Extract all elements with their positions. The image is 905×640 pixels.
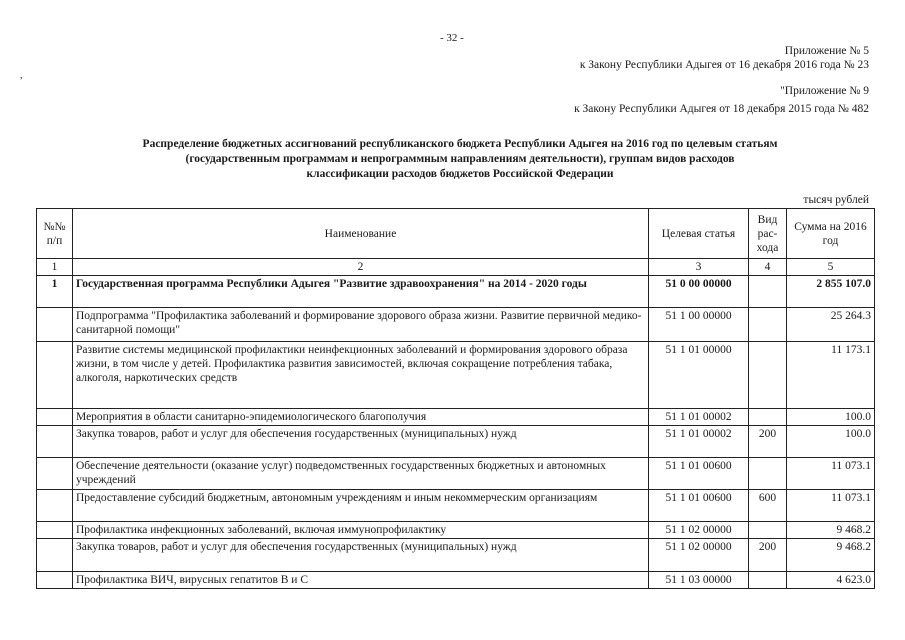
header-num: №№ п/п	[37, 209, 73, 259]
units-label: тысяч рублей	[803, 194, 869, 206]
scan-mark: ,	[20, 70, 23, 81]
row-target: 51 1 01 00002	[649, 409, 749, 426]
index-cell: 5	[787, 259, 875, 276]
row-num	[37, 426, 73, 458]
row-num	[37, 458, 73, 490]
appendix-5-line1: Приложение № 5	[784, 45, 869, 57]
row-name: Государственная программа Республики Адыгея "Развитие здравоохранения" на 2014 - 2020 годы	[73, 276, 649, 308]
row-sum: 9 468.2	[787, 539, 875, 572]
row-kind	[749, 409, 787, 426]
row-num: 1	[37, 276, 73, 308]
header-name: Наименование	[73, 209, 649, 259]
table-row	[37, 522, 875, 539]
index-cell: 1	[37, 259, 73, 276]
row-num	[37, 490, 73, 522]
row-kind	[749, 572, 787, 589]
row-name: Развитие системы медицинской профилактики неинфекционных заболеваний и формирования здорового образа жизни, в том числе у детей. Профилактика развития зависимостей, включая сокращение потребления табака, алкоголя, наркотических средств	[73, 342, 649, 409]
page-number: - 32 -	[440, 32, 464, 44]
row-num	[37, 539, 73, 572]
row-target: 51 1 03 00000	[649, 572, 749, 589]
row-num	[37, 572, 73, 589]
row-target: 51 1 01 00002	[649, 426, 749, 458]
index-cell: 4	[749, 259, 787, 276]
table-row	[37, 539, 875, 572]
table-row	[37, 490, 875, 522]
row-sum: 100.0	[787, 426, 875, 458]
row-sum: 2 855 107.0	[787, 276, 875, 308]
row-name: Закупка товаров, работ и услуг для обеспечения государственных (муниципальных) нужд	[73, 426, 649, 458]
row-kind: 200	[749, 539, 787, 572]
row-kind	[749, 276, 787, 308]
row-sum: 11 173.1	[787, 342, 875, 409]
row-num	[37, 342, 73, 409]
index-cell: 3	[649, 259, 749, 276]
header-kind: Вид рас- хода	[749, 209, 787, 259]
header-sum: Сумма на 2016 год	[787, 209, 875, 259]
row-kind	[749, 458, 787, 490]
row-kind: 600	[749, 490, 787, 522]
budget-table	[36, 208, 875, 589]
appendix-9-line1: "Приложение № 9	[780, 85, 869, 97]
row-sum: 25 264.3	[787, 308, 875, 342]
title-line1: Распределение бюджетных ассигнований республиканского бюджета Республики Адыгея на 2016 год по целевым статьям	[142, 138, 778, 150]
row-target: 51 1 02 00000	[649, 539, 749, 572]
row-kind	[749, 522, 787, 539]
table-row	[37, 276, 875, 308]
appendix-9-line2: к Закону Республики Адыгея от 18 декабря 2015 года № 482	[574, 103, 869, 115]
header-target: Целевая статья	[649, 209, 749, 259]
row-num	[37, 522, 73, 539]
table-row	[37, 458, 875, 490]
appendix-9-header	[574, 84, 869, 116]
row-name: Профилактика ВИЧ, вирусных гепатитов В и С	[73, 572, 649, 589]
row-target: 51 1 02 00000	[649, 522, 749, 539]
row-num	[37, 308, 73, 342]
row-name: Профилактика инфекционных заболеваний, включая иммунопрофилактику	[73, 522, 649, 539]
document-title	[60, 137, 860, 182]
row-name: Обеспечение деятельности (оказание услуг) подведомственных государственных бюджетных и автономных учреждений	[73, 458, 649, 490]
row-num	[37, 409, 73, 426]
row-sum: 11 073.1	[787, 490, 875, 522]
title-line2: (государственным программам и непрограммным направлениям деятельности), группам видов расходов	[185, 153, 735, 165]
row-kind	[749, 308, 787, 342]
table-row	[37, 342, 875, 409]
row-target: 51 1 01 00600	[649, 458, 749, 490]
row-sum: 100.0	[787, 409, 875, 426]
table-row	[37, 409, 875, 426]
row-sum: 11 073.1	[787, 458, 875, 490]
table-row	[37, 426, 875, 458]
row-target: 51 0 00 00000	[649, 276, 749, 308]
row-name: Закупка товаров, работ и услуг для обеспечения государственных (муниципальных) нужд	[73, 539, 649, 572]
row-name: Мероприятия в области санитарно-эпидемиологического благополучия	[73, 409, 649, 426]
table-row	[37, 308, 875, 342]
appendix-5-line2: к Закону Республики Адыгея от 16 декабря 2016 года № 23	[579, 59, 869, 71]
row-sum: 9 468.2	[787, 522, 875, 539]
row-target: 51 1 00 00000	[649, 308, 749, 342]
appendix-5-header	[580, 44, 869, 72]
row-name: Подпрограмма "Профилактика заболеваний и формирование здорового образа жизни. Развитие первичной медико-санитарной помощи"	[73, 308, 649, 342]
table-row	[37, 572, 875, 589]
row-kind: 200	[749, 426, 787, 458]
row-sum: 4 623.0	[787, 572, 875, 589]
header-row	[37, 209, 875, 259]
row-target: 51 1 01 00600	[649, 490, 749, 522]
title-line3: классификации расходов бюджетов Российской Федерации	[306, 168, 614, 180]
row-kind	[749, 342, 787, 409]
row-target: 51 1 01 00000	[649, 342, 749, 409]
index-row	[37, 259, 875, 276]
row-name: Предоставление субсидий бюджетным, автономным учреждениям и иным некоммерческим организациям	[73, 490, 649, 522]
index-cell: 2	[73, 259, 649, 276]
